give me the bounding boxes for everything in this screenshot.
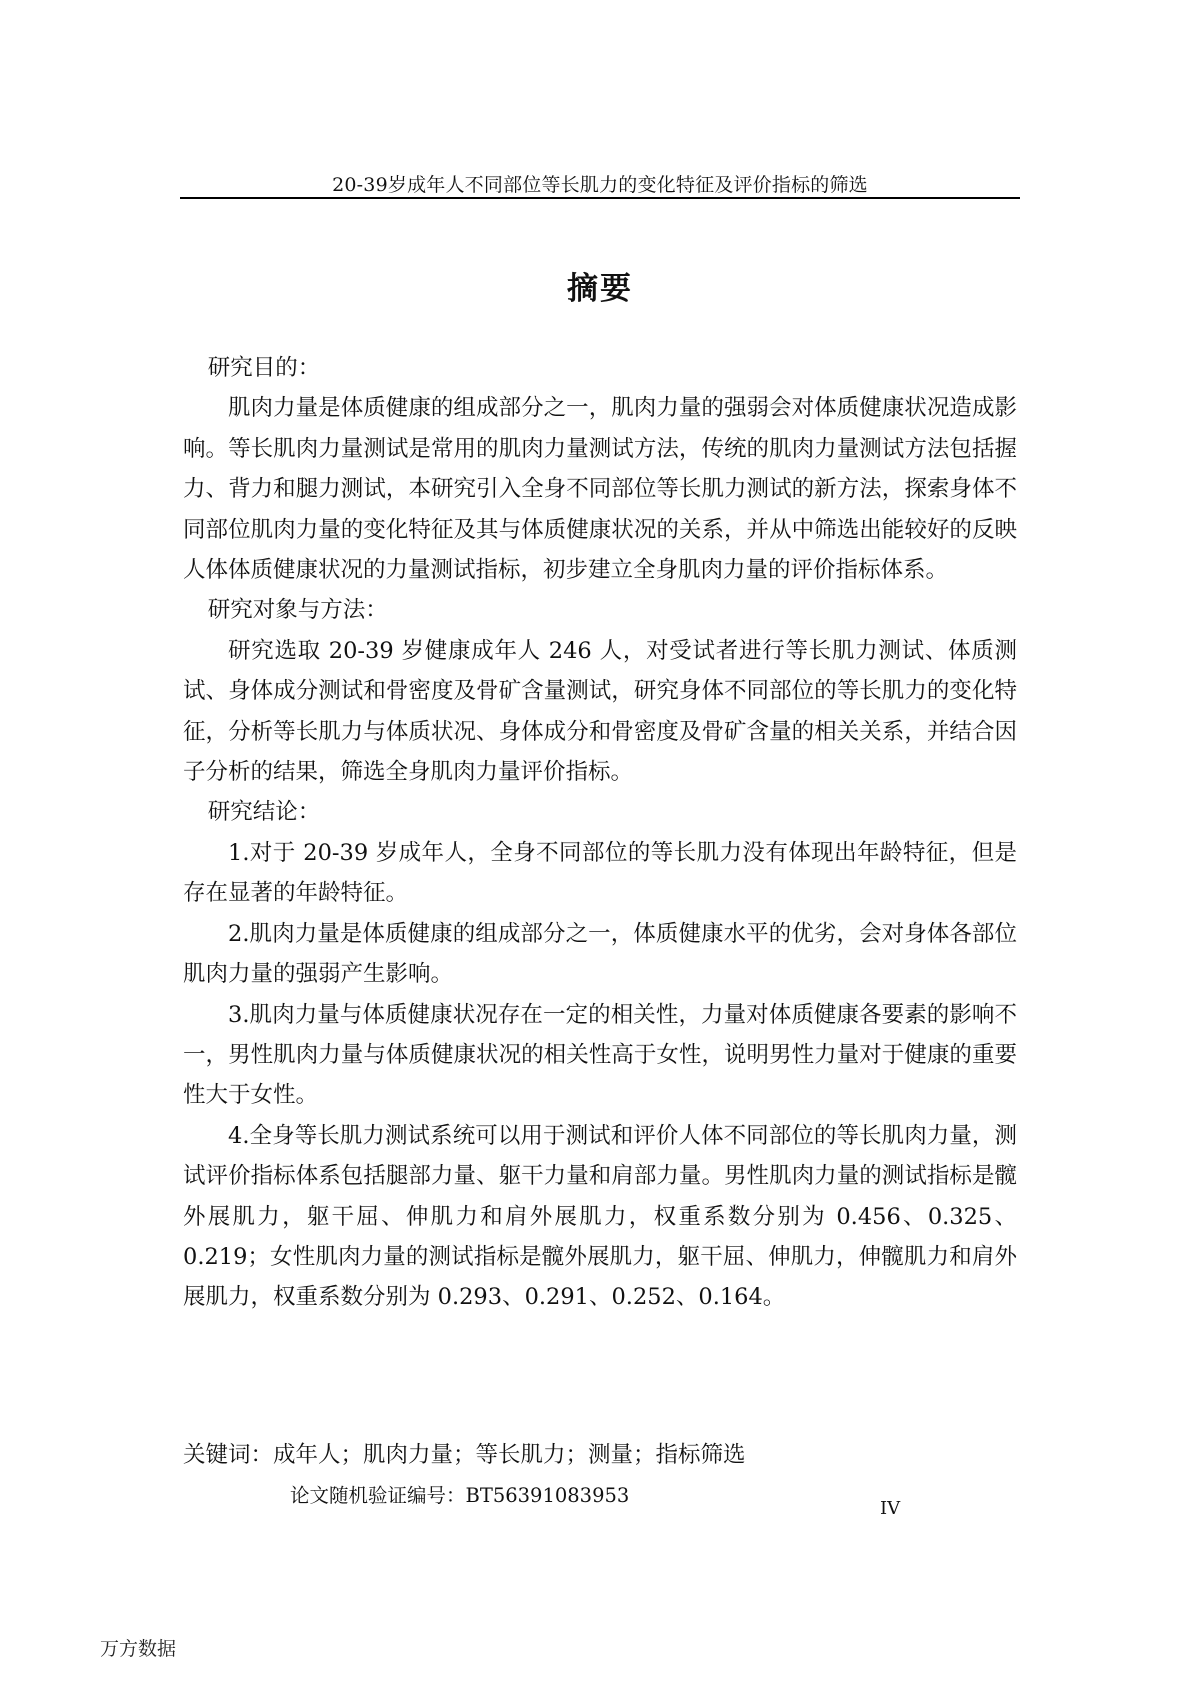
conclusion-item-3: 3.肌肉力量与体质健康状况存在一定的相关性，力量对体质健康各要素的影响不一，男性肌肉力量与体质健康状况的相关性高于女性，说明男性力量对于健康的重要性大于女性。 [183, 1001, 1017, 1109]
conclusions-label: 研究结论： [207, 799, 321, 826]
conclusion-item-2: 2.肌肉力量是体质健康的组成部分之一，体质健康水平的优劣，会对身体各部位肌肉力量的强弱产生影响。 [183, 920, 1017, 988]
purpose-paragraph: 肌肉力量是体质健康的组成部分之一，肌肉力量的强弱会对体质健康状况造成影响。等长肌肉力量测试是常用的肌肉力量测试方法，传统的肌肉力量测试方法包括握力、背力和腿力测试，本研究引入全身不同部位等长肌力测试的新方法，探索身体不同部位肌肉力量的变化特征及其与体质健康状况的关系，并从中筛选出能较好的反映人体体质健康状况的力量测试指标，初步建立全身肌肉力量的评价指标体系。 [183, 395, 1017, 584]
header-rule [180, 197, 1020, 199]
purpose-label: 研究目的： [207, 355, 321, 381]
methods-label: 研究对象与方法： [207, 597, 388, 624]
methods-paragraph: 研究选取 20-39 岁健康成年人 246 人，对受试者进行等长肌力测试、体质测试、身体成分测试和骨密度及骨矿含量测试，研究身体不同部位的等长肌力的变化特征，分析等长肌力与体质状况、身体成分和骨密度及骨矿含量的相关关系，并结合因子分析的结果，筛选全身肌肉力量评价指标。 [183, 637, 1017, 786]
conclusion-item-1: 1.对于 20-39 岁成年人，全身不同部位的等长肌力没有体现出年龄特征，但是存在显著的年龄特征。 [183, 839, 1017, 907]
abstract-body [183, 348, 1017, 1318]
keywords-line: 关键词：成年人；肌肉力量；等长肌力；测量；指标筛选 [183, 1442, 746, 1468]
conclusion-item-4: 4.全身等长肌力测试系统可以用于测试和评价人体不同部位的等长肌肉力量，测试评价指标体系包括腿部力量、躯干力量和肩部力量。男性肌肉力量的测试指标是髋外展肌力，躯干屈、伸肌力和肩外展肌力，权重系数分别为 0.456、0.325、0.219；女性肌肉力量的测试指标是髋外展肌力，躯干屈、伸肌力，伸髋肌力和肩外展肌力，权重系数分别为 0.293、0.291、0.252、0.164。 [183, 1122, 1017, 1311]
page-number: IV [880, 1498, 901, 1519]
watermark-text: 万方数据 [100, 1638, 177, 1660]
verification-number: 论文随机验证编号：BT56391083953 [290, 1484, 630, 1507]
abstract-title: 摘要 [567, 271, 633, 307]
running-header: 20-39岁成年人不同部位等长肌力的变化特征及评价指标的筛选 [332, 174, 868, 196]
